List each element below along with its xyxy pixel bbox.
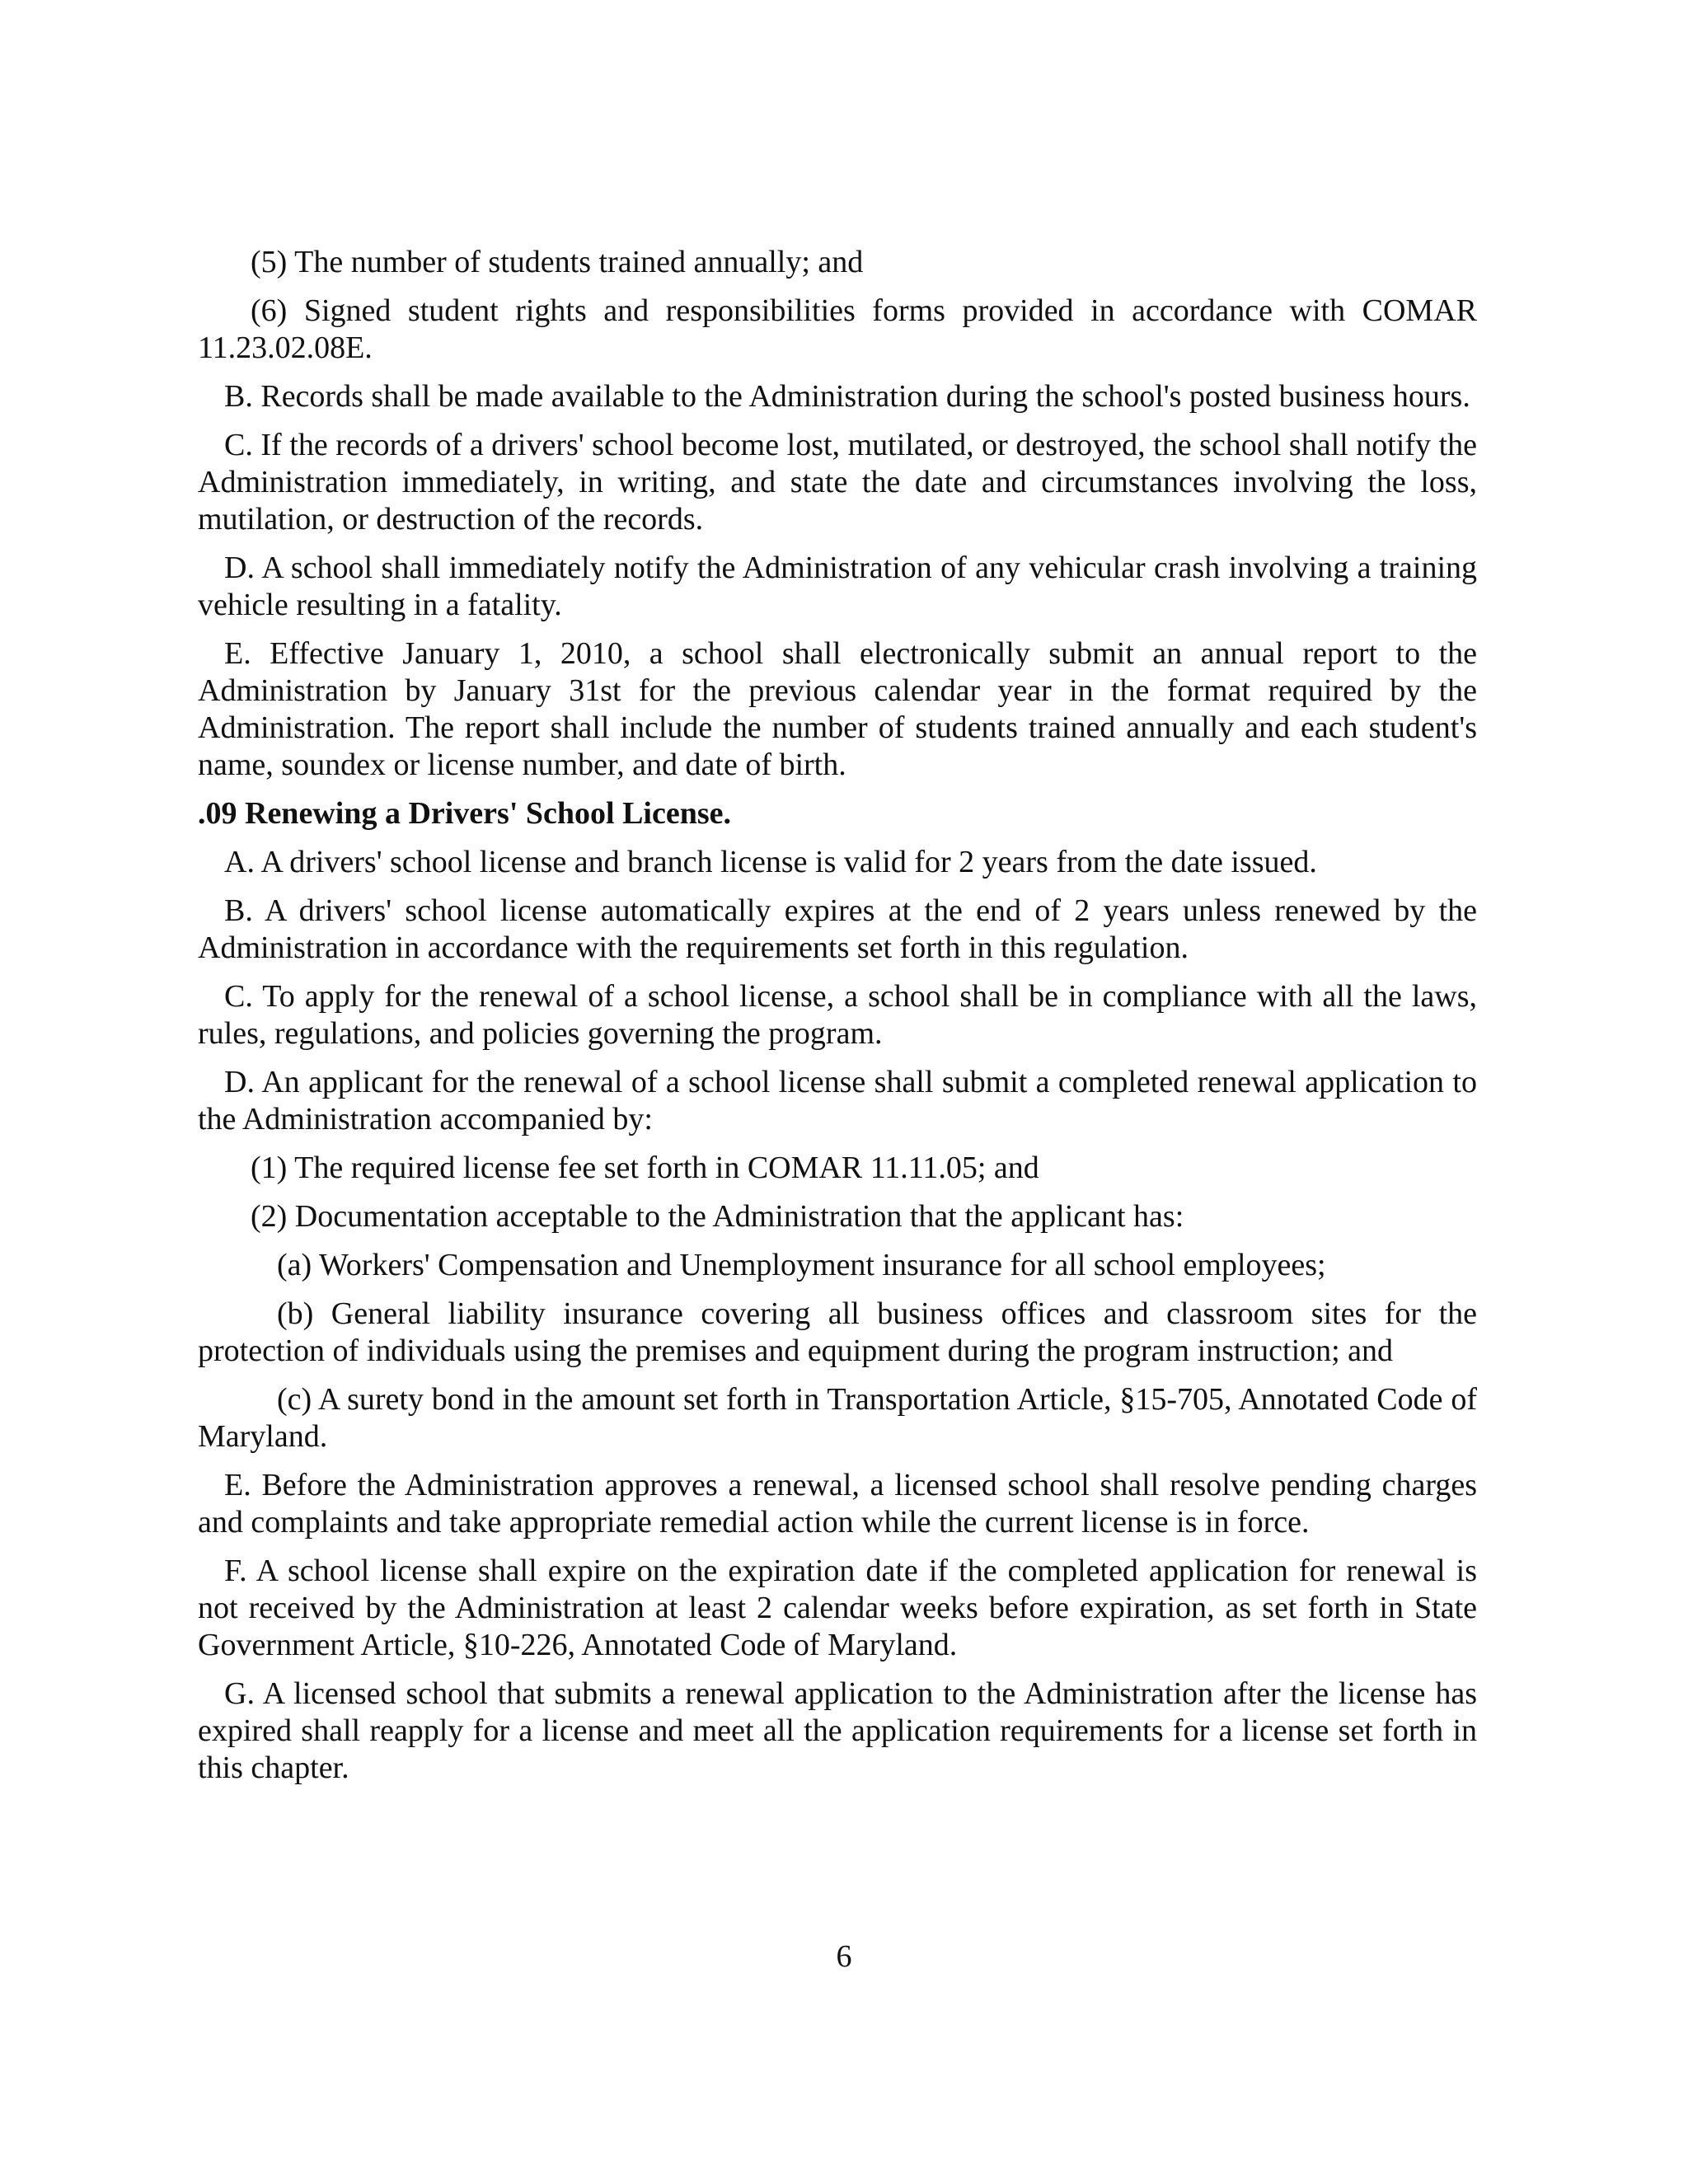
paragraph-09-d-2: (2) Documentation acceptable to the Administration that the applicant has: — [251, 1199, 1184, 1234]
paragraph-09-b: B. A drivers' school license automatically expires at the end of 2 years unless renewed by the Administration in accordance with the requirements set forth in this regulation. — [198, 893, 1477, 965]
paragraph-e: E. Effective January 1, 2010, a school shall electronically submit an annual report to the Administration by January 31st for the previous calendar year in the format required by the Administration. The report shall include the number of students trained annually and each student's name, soundex or license number, and date of birth. — [198, 636, 1477, 782]
paragraph-09-a: A. A drivers' school license and branch license is valid for 2 years from the date issued. — [224, 845, 1317, 879]
page-number: 6 — [836, 1939, 852, 1974]
paragraph-09-d-2-a: (a) Workers' Compensation and Unemployment insurance for all school employees; — [277, 1248, 1326, 1282]
paragraph-09-d-1: (1) The required license fee set forth in COMAR 11.11.05; and — [251, 1151, 1039, 1185]
paragraph-09-c: C. To apply for the renewal of a school license, a school shall be in compliance with all the laws, rules, regulations, and policies governing the program. — [198, 979, 1477, 1051]
paragraph-5: (5) The number of students trained annually; and — [251, 245, 864, 279]
section-heading: .09 Renewing a Drivers' School License. — [198, 796, 732, 831]
paragraph-09-g: G. A licensed school that submits a renewal application to the Administration after the license has expired shall reapply for a license and meet all the application requirements for a license set forth in this chapter. — [198, 1676, 1477, 1785]
paragraph-d: D. A school shall immediately notify the Administration of any vehicular crash involving a training vehicle resulting in a fatality. — [198, 551, 1477, 622]
paragraph-b: B. Records shall be made available to the Administration during the school's posted business hours. — [224, 379, 1470, 414]
paragraph-6: (6) Signed student rights and responsibilities forms provided in accordance with COMAR 11.23.02.08E. — [198, 293, 1477, 365]
paragraph-c: C. If the records of a drivers' school become lost, mutilated, or destroyed, the school shall notify the Administration immediately, in writing, and state the date and circumstances involving the loss, mutilation, or destruction of the records. — [198, 428, 1477, 537]
document-page — [198, 244, 1477, 1798]
paragraph-09-e: E. Before the Administration approves a renewal, a licensed school shall resolve pending charges and complaints and take appropriate remedial action while the current license is in force. — [198, 1468, 1477, 1540]
paragraph-09-f: F. A school license shall expire on the expiration date if the completed application for renewal is not received by the Administration at least 2 calendar weeks before expiration, as set forth in State Government Article, §10-226, Annotated Code of Maryland. — [198, 1554, 1477, 1662]
paragraph-09-d-2-b: (b) General liability insurance covering all business offices and classroom sites for the protection of individuals using the premises and equipment during the program instruction; and — [198, 1296, 1477, 1368]
paragraph-09-d-2-c: (c) A surety bond in the amount set forth in Transportation Article, §15-705, Annotated Code of Maryland. — [198, 1382, 1477, 1454]
paragraph-09-d: D. An applicant for the renewal of a school license shall submit a completed renewal application to the Administration accompanied by: — [198, 1065, 1477, 1137]
